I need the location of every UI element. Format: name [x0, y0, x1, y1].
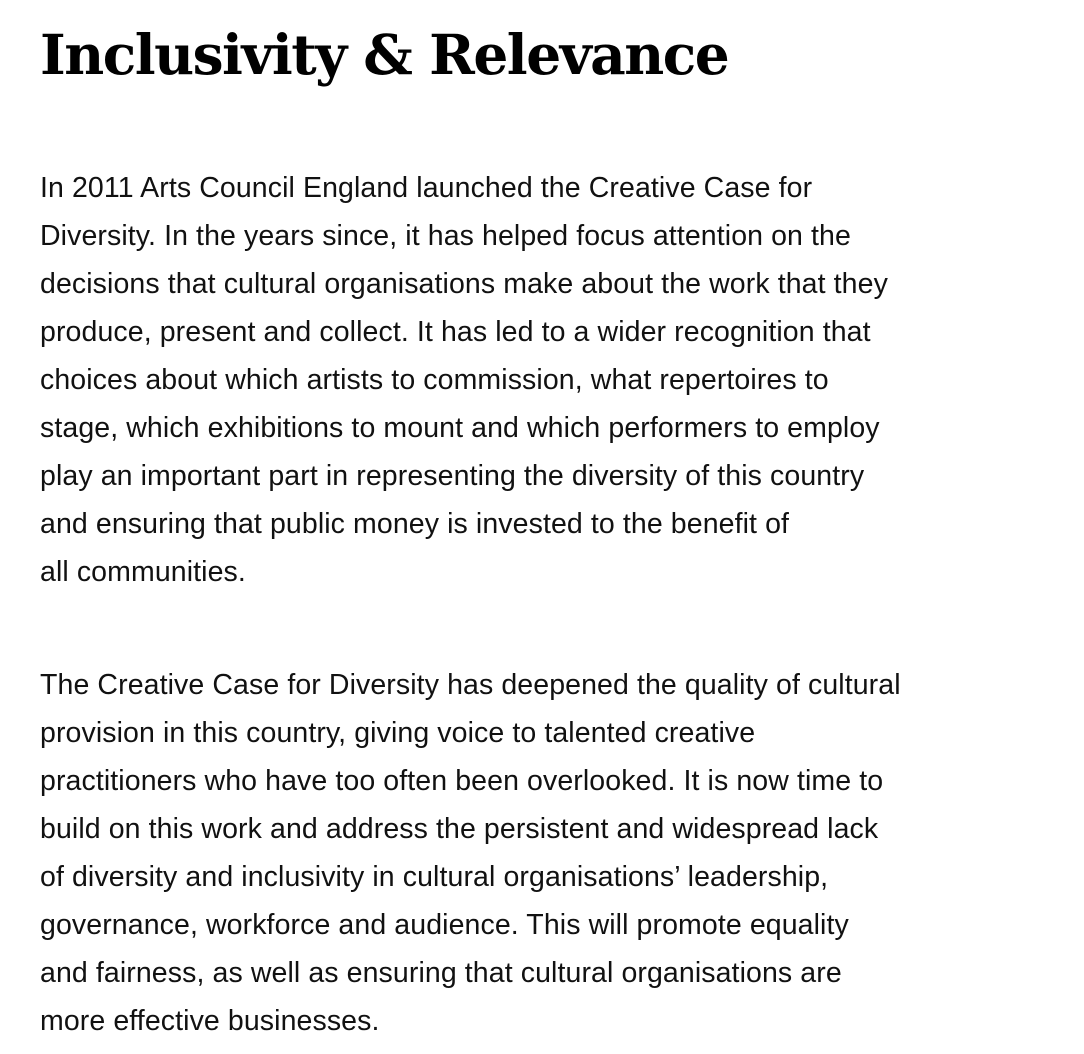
text-line: more effective businesses. [40, 1005, 380, 1037]
text-line: provision in this country, giving voice to talented creative [40, 717, 756, 749]
text-line: play an important part in representing the diversity of this country [40, 460, 865, 492]
text-line: build on this work and address the persistent and widespread lack [40, 813, 879, 845]
text-line: and ensuring that public money is invested to the benefit of [40, 508, 790, 540]
text-line: produce, present and collect. It has led to a wider recognition that [40, 316, 871, 348]
text-line: of diversity and inclusivity in cultural organisations’ leadership, [40, 861, 829, 893]
text-line: practitioners who have too often been overlooked. It is now time to [40, 765, 884, 797]
text-line: and fairness, as well as ensuring that cultural organisations are [40, 957, 842, 989]
paragraph-creative-case-intro [40, 164, 1070, 596]
text-line: The Creative Case for Diversity has deepened the quality of cultural [40, 669, 901, 701]
paragraph-creative-case-impact [40, 661, 1070, 1045]
text-line: decisions that cultural organisations make about the work that they [40, 268, 888, 300]
text-line: In 2011 Arts Council England launched the Creative Case for [40, 172, 813, 204]
text-line: Diversity. In the years since, it has helped focus attention on the [40, 220, 851, 252]
text-line: governance, workforce and audience. This will promote equality [40, 909, 849, 941]
text-line: choices about which artists to commission, what repertoires to [40, 364, 829, 396]
text-line: stage, which exhibitions to mount and which performers to employ [40, 412, 880, 444]
text-line: all communities. [40, 556, 246, 588]
page-title: Inclusivity & Relevance [40, 22, 729, 87]
